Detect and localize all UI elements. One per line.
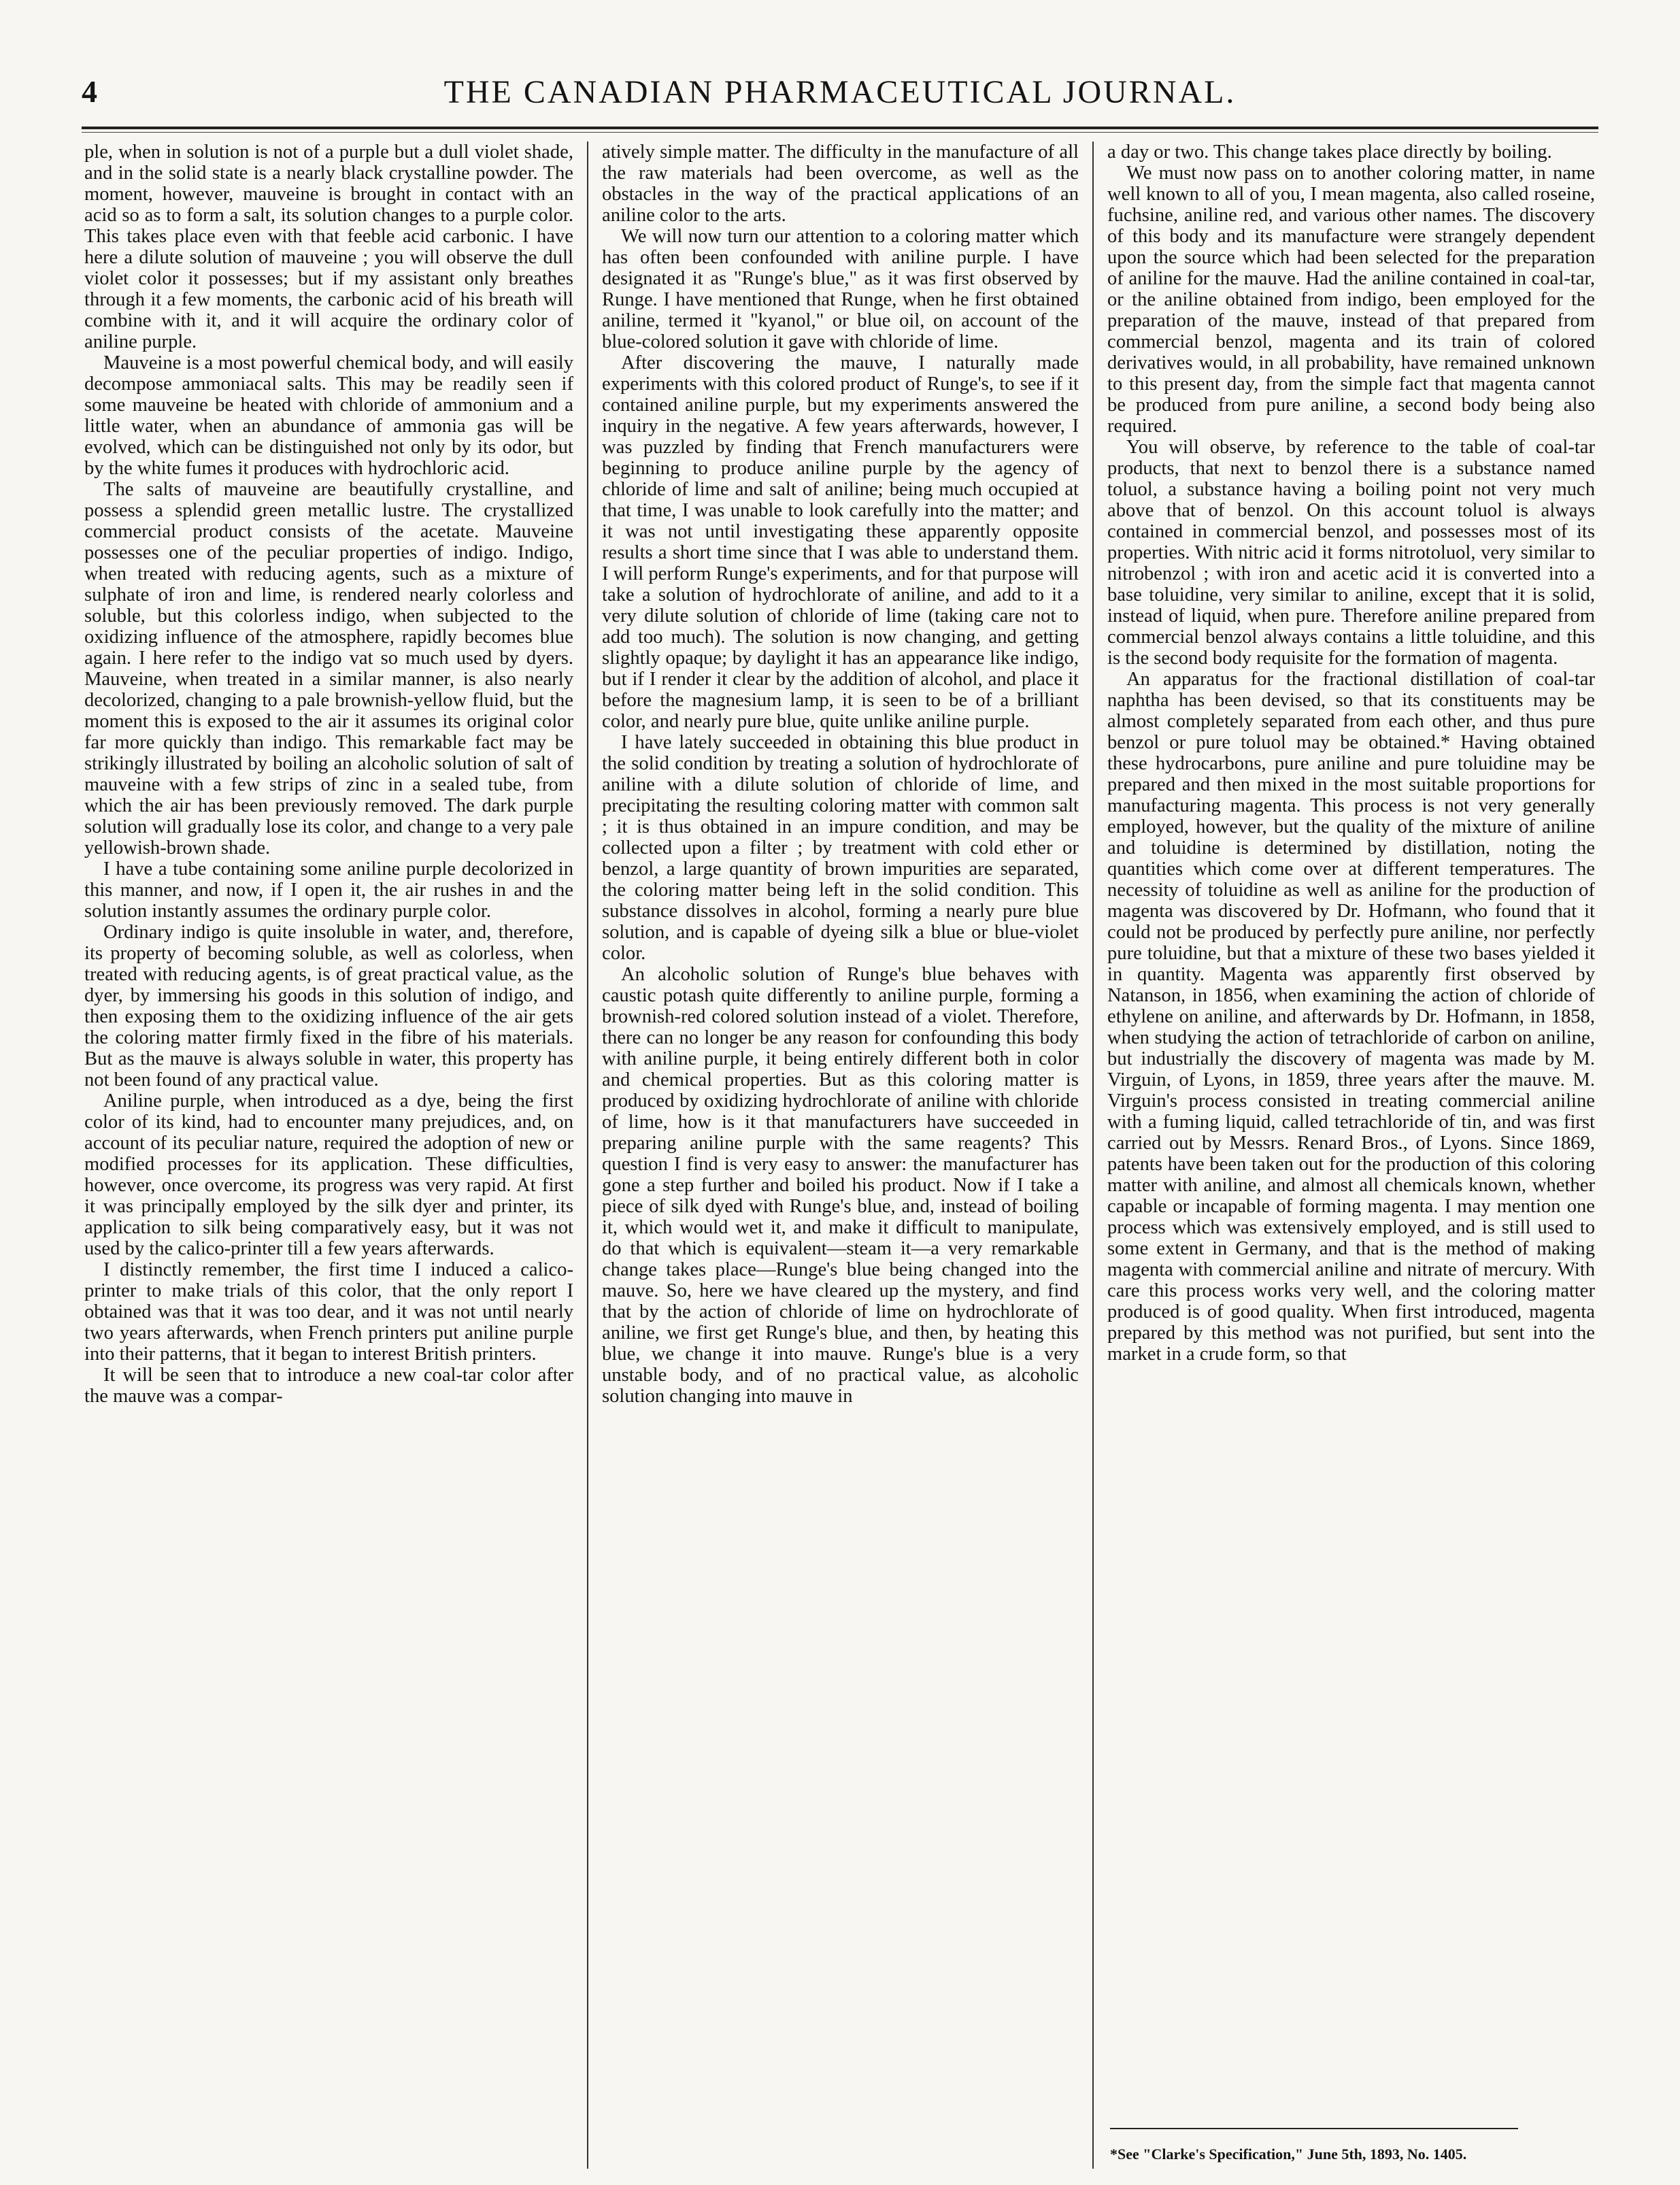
journal-title: THE CANADIAN PHARMACEUTICAL JOURNAL. [443,74,1237,110]
paragraph: An alcoholic solution of Runge's blue behaves with caustic potash quite differently to aniline purple, forming a brownish-red colored solution instead of a violet. Therefore, there can no longer be any reason for confounding this body with aniline purple, it being entirely different both in color and chemical properties. But as this coloring matter is produced by oxidizing hydrochlorate of aniline with chloride of lime, how is it that manufacturers have succeeded in preparing aniline purple with the same reagents? This question I find is very easy to answer: the manufacturer has gone a step further and boiled his product. Now if I take a piece of silk dyed with Runge's blue, and, instead of boiling it, which would wet it, and make it difficult to manipulate, do that which is equivalent—steam it—a very remarkable change takes place—Runge's blue being changed into the mauve. So, here we have cleared up the mystery, and find that by the action of chloride of lime on hydrochlorate of aniline, we first get Runge's blue, and then, by heating this blue, we change it into mauve. Runge's blue is a very unstable body, and of no practical value, as alcoholic solution changing into mauve in [602,964,1079,1407]
paragraph: Mauveine is a most powerful chemical body, and will easily decompose ammoniacal salts. This may be readily seen if some mauveine be heated with chloride of ammonium and a little water, when an abundance of ammonia gas will be evolved, which can be distinguished not only by its odor, but by the white fumes it produces with hydrochloric acid. [84,352,573,479]
paragraph: It will be seen that to introduce a new coal-tar color after the mauve was a compar- [84,1365,573,1407]
footnote-rule [1110,2128,1518,2129]
paragraph: I distinctly remember, the first time I induced a calico-printer to make trials of this color, that the only report I obtained was that it was too dear, and it was not until nearly two years afterwards, when French printers put aniline purple into their patterns, that it began to interest British printers. [84,1259,573,1365]
paragraph: I have a tube containing some aniline purple decolorized in this manner, and now, if I open it, the air rushes in and the solution instantly assumes the ordinary purple color. [84,858,573,922]
header-rule [82,127,1598,133]
page-header [82,73,1598,121]
paragraph: The salts of mauveine are beautifully crystalline, and possess a splendid green metallic lustre. The crystallized commercial product consists of the acetate. Mauveine possesses one of the peculiar properties of indigo. Indigo, when treated with reducing agents, such as a mixture of sulphate of iron and lime, is rendered nearly colorless and soluble, but this colorless indigo, when subjected to the oxidizing influence of the atmosphere, rapidly becomes blue again. I here refer to the indigo vat so much used by dyers. Mauveine, when treated in a similar manner, is also nearly decolorized, changing to a pale brownish-yellow fluid, but the moment this is exposed to the air it assumes its original color far more quickly than indigo. This remarkable fact may be strikingly illustrated by boiling an alcoholic solution of salt of mauveine with a few strips of zinc in a sealed tube, from which the air has been previously removed. The dark purple solution will gradually lose its color, and change to a very pale yellowish-brown shade. [84,479,573,858]
column-3 [1092,141,1598,2169]
paragraph: We must now pass on to another coloring matter, in name well known to all of you, I mean magenta, also called roseine, fuchsine, aniline red, and various other names. The discovery of this body and its manufacture were strangely dependent upon the source which had been selected for the preparation of aniline for the mauve. Had the aniline contained in coal-tar, or the aniline obtained from indigo, been employed for the preparation of the mauve, instead of that prepared from commercial benzol, magenta and its train of colored derivatives would, in all probability, have remained unknown to this present day, from the simple fact that magenta cannot be produced from pure aniline, a second body being also required. [1107,163,1595,437]
paragraph: Aniline purple, when introduced as a dye, being the first color of its kind, had to encounter many prejudices, and, on account of its peculiar nature, required the adoption of new or modified processes for its application. These difficulties, however, once overcome, its progress was very rapid. At first it was principally employed by the silk dyer and printer, its application to silk being comparatively easy, but it was not used by the calico-printer till a few years afterwards. [84,1090,573,1259]
paragraph: atively simple matter. The difficulty in the manufacture of all the raw materials had been overcome, as well as the obstacles in the way of the practical applications of an aniline color to the arts. [602,141,1079,226]
paragraph: An apparatus for the fractional distillation of coal-tar naphtha has been devised, so that its constituents may be almost completely separated from each other, and thus pure benzol or pure toluol may be obtained.* Having obtained these hydrocarbons, pure aniline and pure toluidine may be prepared and then mixed in the most suitable proportions for manufacturing magenta. This process is not very generally employed, however, but the quality of the mixture of aniline and toluidine is determined by distillation, noting the quantities which come over at different temperatures. The necessity of toluidine as well as aniline for the production of magenta was discovered by Dr. Hofmann, who found that it could not be produced by perfectly pure aniline, nor perfectly pure toluidine, but that a mixture of these two bases yielded it in quantity. Magenta was apparently first observed by Natanson, in 1856, when examining the action of chloride of ethylene on aniline, and afterwards by Dr. Hofmann, in 1858, when studying the action of tetrachloride of carbon on aniline, but industrially the discovery of magenta was made by M. Virguin, of Lyons, in 1859, three years after the mauve. M. Virguin's process consisted in treating commercial aniline with a fuming liquid, called tetrachloride of tin, and was first carried out by Messrs. Renard Bros., of Lyons. Since 1869, patents have been taken out for the production of this coloring matter with aniline, and almost all chemicals known, whether capable or incapable of forming magenta. I may mention one process which was extensively employed, and is still used to some extent in Germany, and that is the method of making magenta with commercial aniline and nitrate of mercury. With care this process works very well, and the coloring matter produced is of good quality. When first introduced, magenta prepared by this method was not purified, but sent into the market in a crude form, so that [1107,669,1595,1365]
paragraph: ple, when in solution is not of a purple but a dull violet shade, and in the solid state is a nearly black crystalline powder. The moment, however, mauveine is brought in contact with an acid so as to form a salt, its solution changes to a purple color. This takes place even with that feeble acid carbonic. I have here a dilute solution of mauveine ; you will observe the dull violet color it possesses; but if my assistant only breathes through it a few moments, the carbonic acid of his breath will combine with it, and it will acquire the ordinary color of aniline purple. [84,141,573,352]
article-columns [82,141,1598,2169]
column-1 [82,141,587,2169]
paragraph: You will observe, by reference to the table of coal-tar products, that next to benzol there is a substance named toluol, a substance having a boiling point not very much above that of benzol. On this account toluol is always contained in commercial benzol, and possesses most of its properties. With nitric acid it forms nitrotoluol, very similar to nitrobenzol ; with iron and acetic acid it is converted into a base toluidine, very similar to aniline, except that it is solid, instead of liquid, when pure. Therefore aniline prepared from commercial benzol always contains a little toluidine, and this is the second body requisite for the formation of magenta. [1107,437,1595,669]
paragraph: a day or two. This change takes place directly by boiling. [1107,141,1552,163]
page-number: 4 [82,74,97,109]
paragraph: I have lately succeeded in obtaining this blue product in the solid condition by treating a solution of hydrochlorate of aniline with a dilute solution of chloride of lime, and precipitating the resulting coloring matter with common salt ; it is thus obtained in an impure condition, and may be collected upon a filter ; by treatment with cold ether or benzol, a large quantity of brown impurities are separated, the coloring matter being left in the solid condition. This substance dissolves in alcohol, forming a nearly pure blue solution, and is capable of dyeing silk a blue or blue-violet color. [602,732,1079,964]
footnote: *See "Clarke's Specification," June 5th, 1893, No. 1405. [1110,2146,1467,2163]
paragraph: After discovering the mauve, I naturally made experiments with this colored product of Runge's, to see if it contained aniline purple, but my experiments answered the inquiry in the negative. A few years afterwards, however, I was puzzled by finding that French manufacturers were beginning to produce aniline purple by the agency of chloride of lime and salt of aniline; being much occupied at that time, I was unable to look carefully into the matter; and it was not until investigating these apparently opposite results a short time since that I was able to understand them. I will perform Runge's experiments, and for that purpose will take a solution of hydrochlorate of aniline, and add to it a very dilute solution of chloride of lime (taking care not to add too much). The solution is now changing, and getting slightly opaque; by daylight it has an appearance like indigo, but if I render it clear by the addition of alcohol, and place it before the magnesium lamp, it is seen to be of a brilliant color, and nearly pure blue, quite unlike aniline purple. [602,352,1079,732]
column-2 [587,141,1092,2169]
paragraph: Ordinary indigo is quite insoluble in water, and, therefore, its property of becoming soluble, as well as colorless, when treated with reducing agents, is of great practical value, as the dyer, by immersing his goods in this solution of indigo, and then exposing them to the oxidizing influence of the air gets the coloring matter firmly fixed in the fibre of his materials. But as the mauve is always soluble in water, this property has not been found of any practical value. [84,922,573,1090]
paragraph: We will now turn our attention to a coloring matter which has often been confounded with aniline purple. I have designated it as "Runge's blue," as it was first observed by Runge. I have mentioned that Runge, when he first obtained aniline, termed it "kyanol," or blue oil, on account of the blue-colored solution it gave with chloride of lime. [602,226,1079,352]
